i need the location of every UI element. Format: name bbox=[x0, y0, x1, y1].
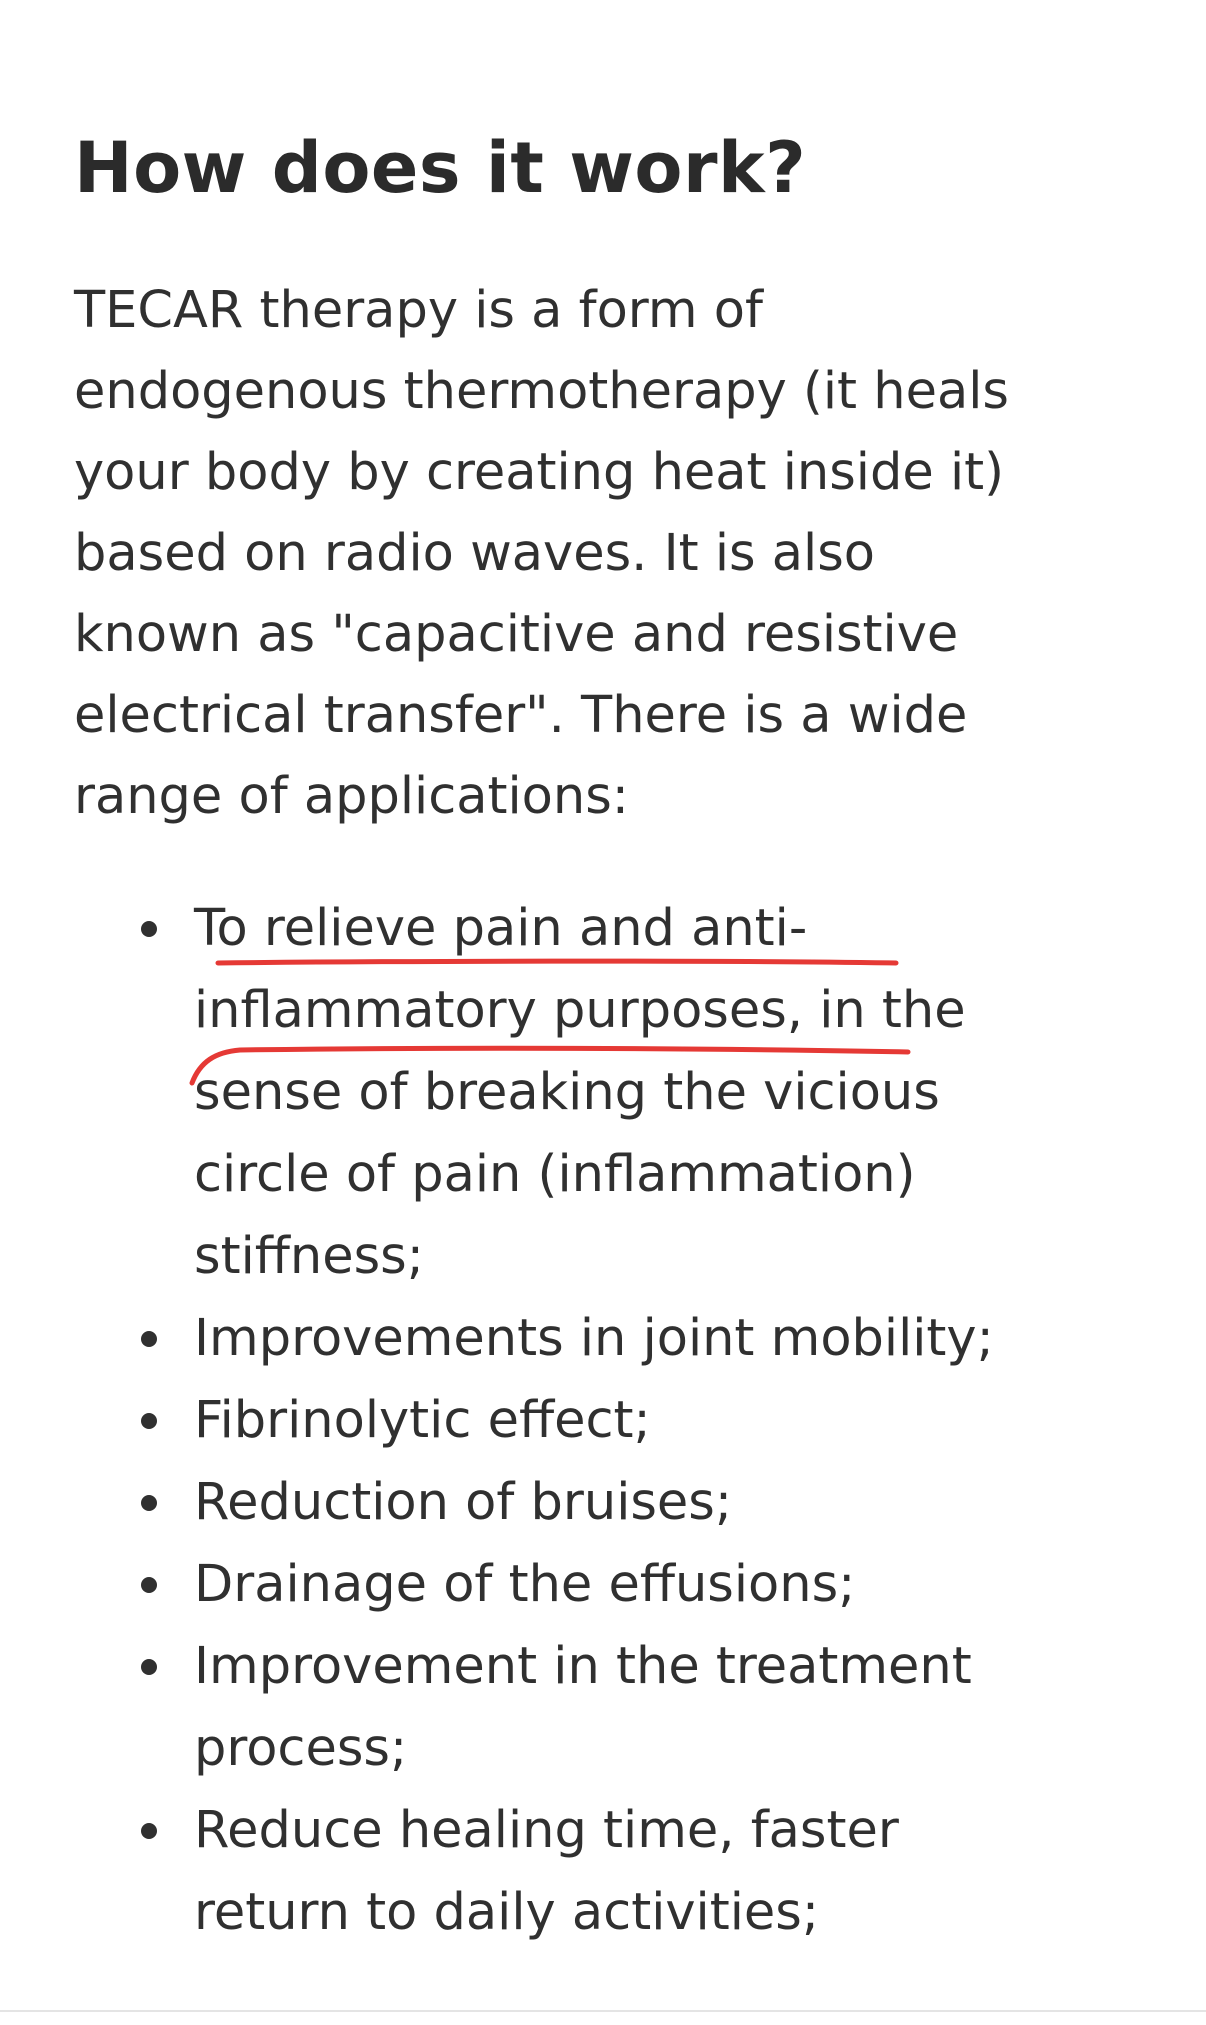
paragraph-line: known as "capacitive and resistive bbox=[74, 605, 959, 664]
bullet-icon bbox=[141, 921, 157, 937]
list-item-line: Reduction of bruises; bbox=[194, 1473, 733, 1532]
list-item-line: To relieve pain and anti- bbox=[194, 899, 808, 958]
list-item bbox=[0, 1790, 1206, 1954]
bullet-icon bbox=[141, 1331, 157, 1347]
list-item bbox=[0, 888, 1206, 1298]
bullet-icon bbox=[141, 1495, 157, 1511]
list-item-line: inflammatory purposes, in the bbox=[194, 981, 966, 1040]
bullet-icon bbox=[141, 1823, 157, 1839]
intro-paragraph bbox=[74, 270, 1144, 837]
list-item bbox=[0, 1298, 1206, 1380]
list-item-line: Improvement in the treatment bbox=[194, 1637, 972, 1696]
paragraph-line: endogenous thermotherapy (it heals bbox=[74, 362, 1009, 421]
paragraph-line: your body by creating heat inside it) bbox=[74, 443, 1005, 502]
list-item-line: circle of pain (inflammation) bbox=[194, 1145, 916, 1204]
list-item bbox=[0, 1544, 1206, 1626]
paragraph-line: TECAR therapy is a form of bbox=[74, 281, 763, 340]
bullet-icon bbox=[141, 1659, 157, 1675]
applications-list bbox=[0, 888, 1206, 1954]
paragraph-line: based on radio waves. It is also bbox=[74, 524, 875, 583]
list-item bbox=[0, 1626, 1206, 1790]
bottom-divider bbox=[0, 2010, 1206, 2012]
bullet-icon bbox=[141, 1413, 157, 1429]
paragraph-line: electrical transfer". There is a wide bbox=[74, 686, 968, 745]
list-item-line: stiffness; bbox=[194, 1227, 424, 1286]
list-item-line: sense of breaking the vicious bbox=[194, 1063, 940, 1122]
list-item bbox=[0, 1462, 1206, 1544]
list-item-line: Fibrinolytic effect; bbox=[194, 1391, 651, 1450]
section-heading: How does it work? bbox=[74, 127, 807, 209]
list-item-line: Improvements in joint mobility; bbox=[194, 1309, 994, 1368]
bullet-icon bbox=[141, 1577, 157, 1593]
list-item bbox=[0, 1380, 1206, 1462]
list-item-line: Reduce healing time, faster bbox=[194, 1801, 899, 1860]
list-item-line: process; bbox=[194, 1719, 408, 1778]
paragraph-line: range of applications: bbox=[74, 767, 629, 826]
list-item-line: Drainage of the effusions; bbox=[194, 1555, 856, 1614]
list-item-line: return to daily activities; bbox=[194, 1883, 820, 1942]
